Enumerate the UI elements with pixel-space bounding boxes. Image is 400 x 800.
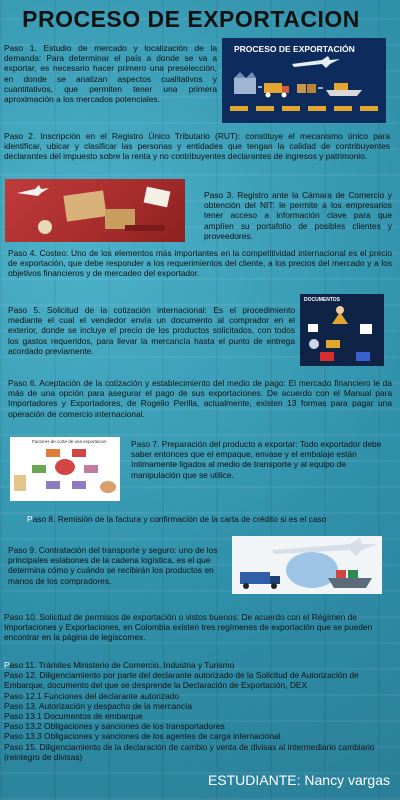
- step-3-text: Paso 3. Registro ante la Cámara de Comercio y obtención del NIT: le permite a los empresarios tener acceso a información clave para que amplíen su portafolio de posibles clientes y proveedores.: [204, 190, 392, 241]
- step-13-1: Paso 13.1 Documentos de embarque: [4, 711, 143, 722]
- step-8-rest: aso 8. Remisión de la factura y confirmación de la carta de crédito si es el caso: [32, 514, 327, 524]
- step-8-text: [27, 514, 387, 524]
- documents-illustration: [300, 294, 384, 366]
- step-13-3: Paso 13.3 Obligaciones y sanciones de los agentes de carga internacional: [4, 731, 281, 742]
- step-13-2: Paso 13.2 Obligaciones y sanciones de los transportadores: [4, 721, 225, 732]
- step-6-text: Paso 6. Aceptación de la cotización y establecimiento del medio de pago: El mercado financiero le da más de una opción para asegurar el pago de sus exportaciones. De acuerdo con el Manual para Importadores y Exportadores, de Rogelio Perilla, actualmente, existen 13 formas para pagar una operación de comercio internacional.: [8, 378, 392, 419]
- logistics-transport-image: [232, 536, 382, 594]
- steps-11-15-list: [4, 660, 396, 762]
- step-9-text: Paso 9. Contratación del transporte y seguro: uno de los principales eslabones de la cadena logística, es el que determina cómo y cuándo se recibirán los productos en manos de los compradores.: [8, 545, 218, 586]
- step-8-prefix: P: [27, 514, 33, 524]
- infographic-title: PROCESO DE EXPORTACIÓN: [234, 44, 355, 54]
- export-factors-title: Factores de corte de una exportacion: [32, 439, 107, 444]
- step-2-text: Paso 2. Inscripción en el Registro Único Tributario (RUT): constituye el mecanismo único para identificar, ubicar y clasificar las personas y entidades que tengan la calidad de contribuyentes declarantes del impuesto sobre la renta y no contribuyentes declarantes de ingresos y patrimonio.: [4, 131, 390, 162]
- step-5-text: Paso 5. Solicitud de la cotización internacional: Es el procedimiento mediante el cual el vendedor envía un documento al comprador en el exterior, donde se incluye el precio de los productos solicitados, con todos los gastos requeridos, para llevar la mercancía hasta el punto de entrega acordado previamente.: [8, 305, 295, 356]
- step-4-text: Paso 4. Costeo: Uno de los elementos más importantes en la competitividad internacional es el precio de exportación, que debe responder a los requerimientos del cliente, a los precios del mercado y a los objetivos financieros y de mercadeo del exportador.: [8, 248, 392, 279]
- documents-icons: [300, 294, 384, 366]
- step-11-prefix: P: [4, 660, 10, 670]
- page-title: PROCESO DE EXPORTACION: [22, 6, 360, 32]
- export-factors-shapes: [10, 437, 120, 501]
- step-13: Paso 13. Autorización y despacho de la mercancía: [4, 700, 193, 711]
- step-11: [4, 660, 396, 670]
- step-11-rest: aso 11. Trámites Ministerio de Comercio, Industria y Turismo: [9, 660, 235, 670]
- commerce-illustration: [5, 179, 185, 242]
- step-12-1: Paso 12.1 Funciones del declarante autorizado: [4, 690, 180, 701]
- student-credit: ESTUDIANTE: Nancy vargas: [207, 772, 390, 788]
- export-process-infographic: [222, 38, 386, 123]
- logistics-illustration: [232, 536, 382, 594]
- step-7-text: Paso 7. Preparación del producto a exportar: Todo exportador debe saber entonces que el empaque, envase y el embalaje están íntimamente ligados al medio de transporte y al equipo de manipulación que se utilice.: [131, 439, 382, 480]
- commerce-photo: [5, 179, 185, 242]
- step-1-text: Paso 1. Estudio de mercado y localización de la demanda: Para determinar el país a donde se va a exportar, es necesario hacer primero una preselección, en donde se analizan aspectos cualitativos y cuantitativos, que permiten tener una primera aproximación a los mercados potenciales.: [4, 43, 217, 105]
- export-factors-diagram: [10, 437, 120, 501]
- process-step-markers: [230, 106, 378, 111]
- step-12: Paso 12. Diligenciamiento por parte del declarante autorizado de la Solicitud de Autorización de Embarque, documento del que se desprende la Declaración de Exportación, DEX: [4, 670, 359, 691]
- documents-title: DOCUMENTOS: [304, 297, 341, 303]
- step-15: Paso 15. Diligenciamiento de la declaración de cambio y venta de divisas al intermediario cambiario (reintegro de divisas): [4, 741, 375, 762]
- step-10-text: Paso 10. Solicitud de permisos de exportación o vistos buenos: De acuerdo con el Régimen de Importaciones y Exportaciones, en Colombia existen tres regímenes de exportación que se pueden encontrar en la página de legiscomex.: [4, 612, 373, 643]
